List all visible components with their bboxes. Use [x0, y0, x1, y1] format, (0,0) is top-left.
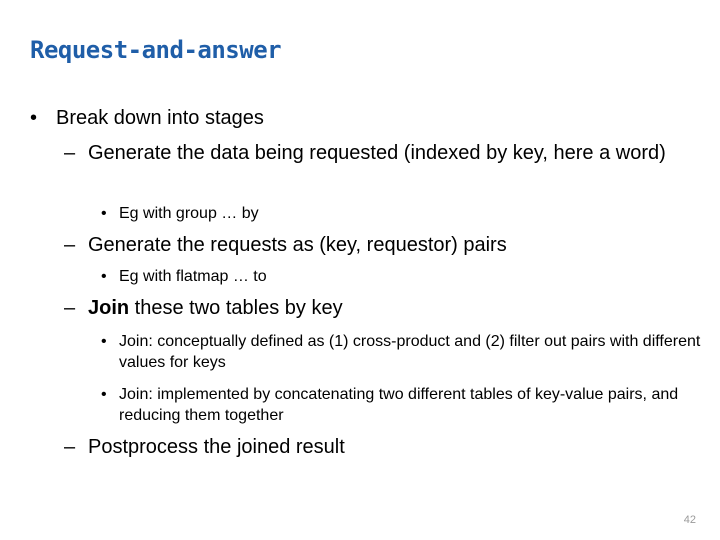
subitem-generate-requests	[64, 233, 704, 257]
bullet-text: Break down into stages	[56, 107, 264, 129]
bullet-marker: •	[101, 268, 107, 285]
bullet-break-down	[30, 106, 264, 130]
subitem-text: Generate the data being requested (indexed by key, here a word)	[88, 142, 666, 164]
note-text: Join: conceptually defined as (1) cross-product and (2) filter out pairs with different values for keys	[119, 333, 701, 371]
note-text: Eg with flatmap … to	[119, 268, 267, 285]
dash-marker: –	[64, 297, 76, 319]
subitem-generate-data	[64, 141, 704, 165]
dash-marker: –	[64, 436, 76, 458]
note-flatmap	[101, 266, 701, 287]
dash-marker: –	[64, 234, 76, 256]
note-text: Join: implemented by concatenating two different tables of key-value pairs, and reducing them together	[119, 386, 679, 424]
slide-title: Request-and-answer	[30, 36, 282, 64]
dash-marker: –	[64, 142, 76, 164]
join-emphasis: Join	[88, 297, 130, 319]
bullet-marker: •	[30, 107, 38, 129]
subitem-text	[88, 296, 704, 320]
bullet-marker: •	[101, 333, 107, 350]
subitem-text: Generate the requests as (key, requestor) pairs	[88, 234, 507, 256]
note-join-implemented	[101, 384, 701, 426]
note-text: Eg with group … by	[119, 205, 259, 222]
note-group-by	[101, 203, 701, 224]
bullet-marker: •	[101, 205, 107, 222]
subitem-postprocess	[64, 435, 704, 459]
join-rest: these two tables by key	[129, 297, 343, 319]
bullet-marker: •	[101, 386, 107, 403]
subitem-join	[64, 296, 704, 320]
note-join-conceptual	[101, 331, 701, 373]
subitem-text: Postprocess the joined result	[88, 436, 345, 458]
page-number: 42	[683, 514, 696, 526]
